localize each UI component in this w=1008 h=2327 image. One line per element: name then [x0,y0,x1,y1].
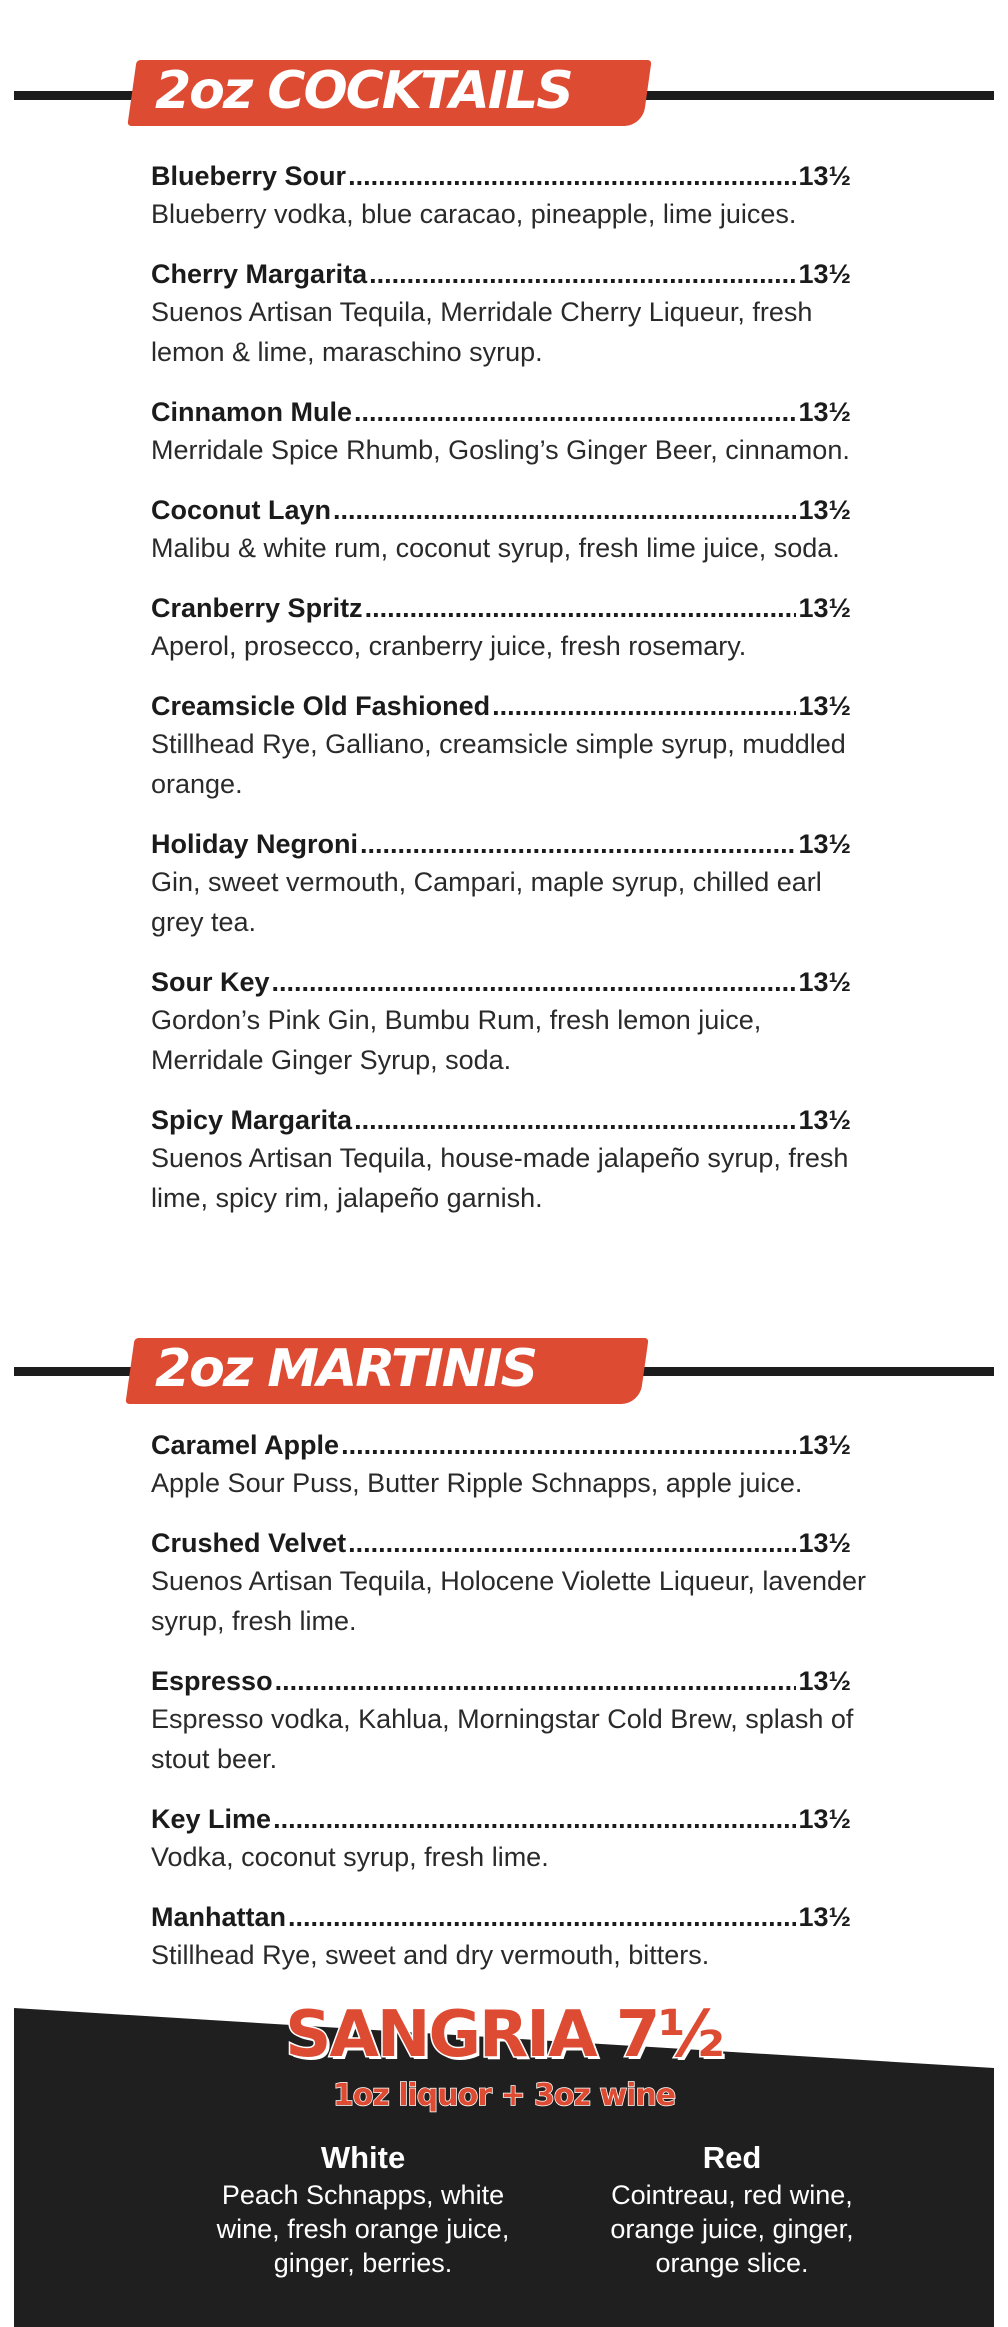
dot-leader [333,492,796,528]
dot-leader [348,158,796,194]
sangria-white-description: Peach Schnapps, white wine, fresh orange juice, ginger, berries. [216,2180,510,2278]
menu-item [151,1102,861,1218]
item-description: Apple Sour Puss, Butter Ripple Schnapps, apple juice. [151,1468,803,1498]
item-description: Blueberry vodka, blue caracao, pineapple, lime juices. [151,199,797,229]
item-price: 13½ [798,967,851,997]
item-price: 13½ [798,691,851,721]
item-name: Key Lime [151,1804,272,1834]
item-price: 13½ [798,1804,851,1834]
dot-leader [288,1899,796,1935]
item-price: 13½ [798,829,851,859]
dot-leader [354,394,796,430]
item-price: 13½ [798,495,851,525]
sangria-subtitle: 1oz liquor + 3oz wine [332,2078,676,2113]
sangria-red-title: Red [702,2140,762,2175]
dot-leader [354,1102,796,1138]
item-description: Vodka, coconut syrup, fresh lime. [151,1842,549,1872]
cocktails-header [0,60,1008,130]
sangria-red [542,2138,922,2280]
menu-item [151,826,861,942]
menu-item [151,256,861,372]
martinis-header [0,1338,1008,1408]
item-description: Merridale Spice Rhumb, Gosling’s Ginger Beer, cinnamon. [151,435,850,465]
item-name: Spicy Margarita [151,1105,353,1135]
menu-item [151,1899,861,1975]
menu-item [151,688,861,804]
item-name: Blueberry Sour [151,161,347,191]
item-description: Suenos Artisan Tequila, house-made jalapeño syrup, fresh lime, spicy rim, jalapeño garnish. [151,1143,849,1213]
item-price: 13½ [798,1430,851,1460]
item-name: Holiday Negroni [151,829,359,859]
dot-leader [365,590,797,626]
sangria-white [173,2138,553,2280]
item-name: Sour Key [151,967,270,997]
item-name: Manhattan [151,1902,286,1932]
item-name: Cinnamon Mule [151,397,352,427]
dot-leader [272,964,797,1000]
sangria-white-title: White [320,2140,406,2175]
menu-item [151,1801,861,1877]
dot-leader [360,826,796,862]
item-description: Stillhead Rye, sweet and dry vermouth, bitters. [151,1940,710,1970]
menu-item [151,394,861,470]
item-price: 13½ [798,397,851,427]
dot-leader [275,1663,797,1699]
item-price: 13½ [798,1666,851,1696]
menu-item [151,964,861,1080]
dot-leader [369,256,796,292]
item-price: 13½ [798,1902,851,1932]
item-description: Gin, sweet vermouth, Campari, maple syrup, chilled earl grey tea. [151,867,822,937]
item-description: Malibu & white rum, coconut syrup, fresh lime juice, soda. [151,533,840,563]
item-description: Suenos Artisan Tequila, Merridale Cherry Liqueur, fresh lemon & lime, maraschino syrup. [151,297,813,367]
menu-item [151,1525,866,1641]
item-name: Espresso [151,1666,273,1696]
item-price: 13½ [798,259,851,289]
martinis-list [151,1427,866,1997]
dot-leader [348,1525,796,1561]
martinis-heading: 2oz MARTINIS [155,1339,537,1399]
item-description: Suenos Artisan Tequila, Holocene Violette Liqueur, lavender syrup, fresh lime. [151,1566,866,1636]
item-price: 13½ [798,593,851,623]
menu-item [151,158,861,234]
menu-item [151,590,861,666]
menu-item [151,1663,861,1779]
menu-item [151,492,861,568]
dot-leader [341,1427,796,1463]
item-name: Crushed Velvet [151,1528,347,1558]
sangria-title: SANGRIA 7½ [285,1998,723,2072]
item-description: Aperol, prosecco, cranberry juice, fresh rosemary. [151,631,747,661]
cocktails-list [151,158,861,1240]
item-name: Cherry Margarita [151,259,368,289]
item-price: 13½ [798,1528,851,1558]
sangria-red-description: Cointreau, red wine, orange juice, ginger, orange slice. [610,2180,854,2278]
cocktails-heading: 2oz COCKTAILS [155,61,572,121]
item-price: 13½ [798,1105,851,1135]
item-name: Cranberry Spritz [151,593,363,623]
dot-leader [492,688,796,724]
item-name: Creamsicle Old Fashioned [151,691,491,721]
item-description: Gordon’s Pink Gin, Bumbu Rum, fresh lemon juice, Merridale Ginger Syrup, soda. [151,1005,762,1075]
item-price: 13½ [798,161,851,191]
dot-leader [273,1801,796,1837]
item-name: Caramel Apple [151,1430,340,1460]
item-description: Espresso vodka, Kahlua, Morningstar Cold Brew, splash of stout beer. [151,1704,854,1774]
menu-item [151,1427,861,1503]
item-name: Coconut Layn [151,495,331,525]
item-description: Stillhead Rye, Galliano, creamsicle simple syrup, muddled orange. [151,729,846,799]
